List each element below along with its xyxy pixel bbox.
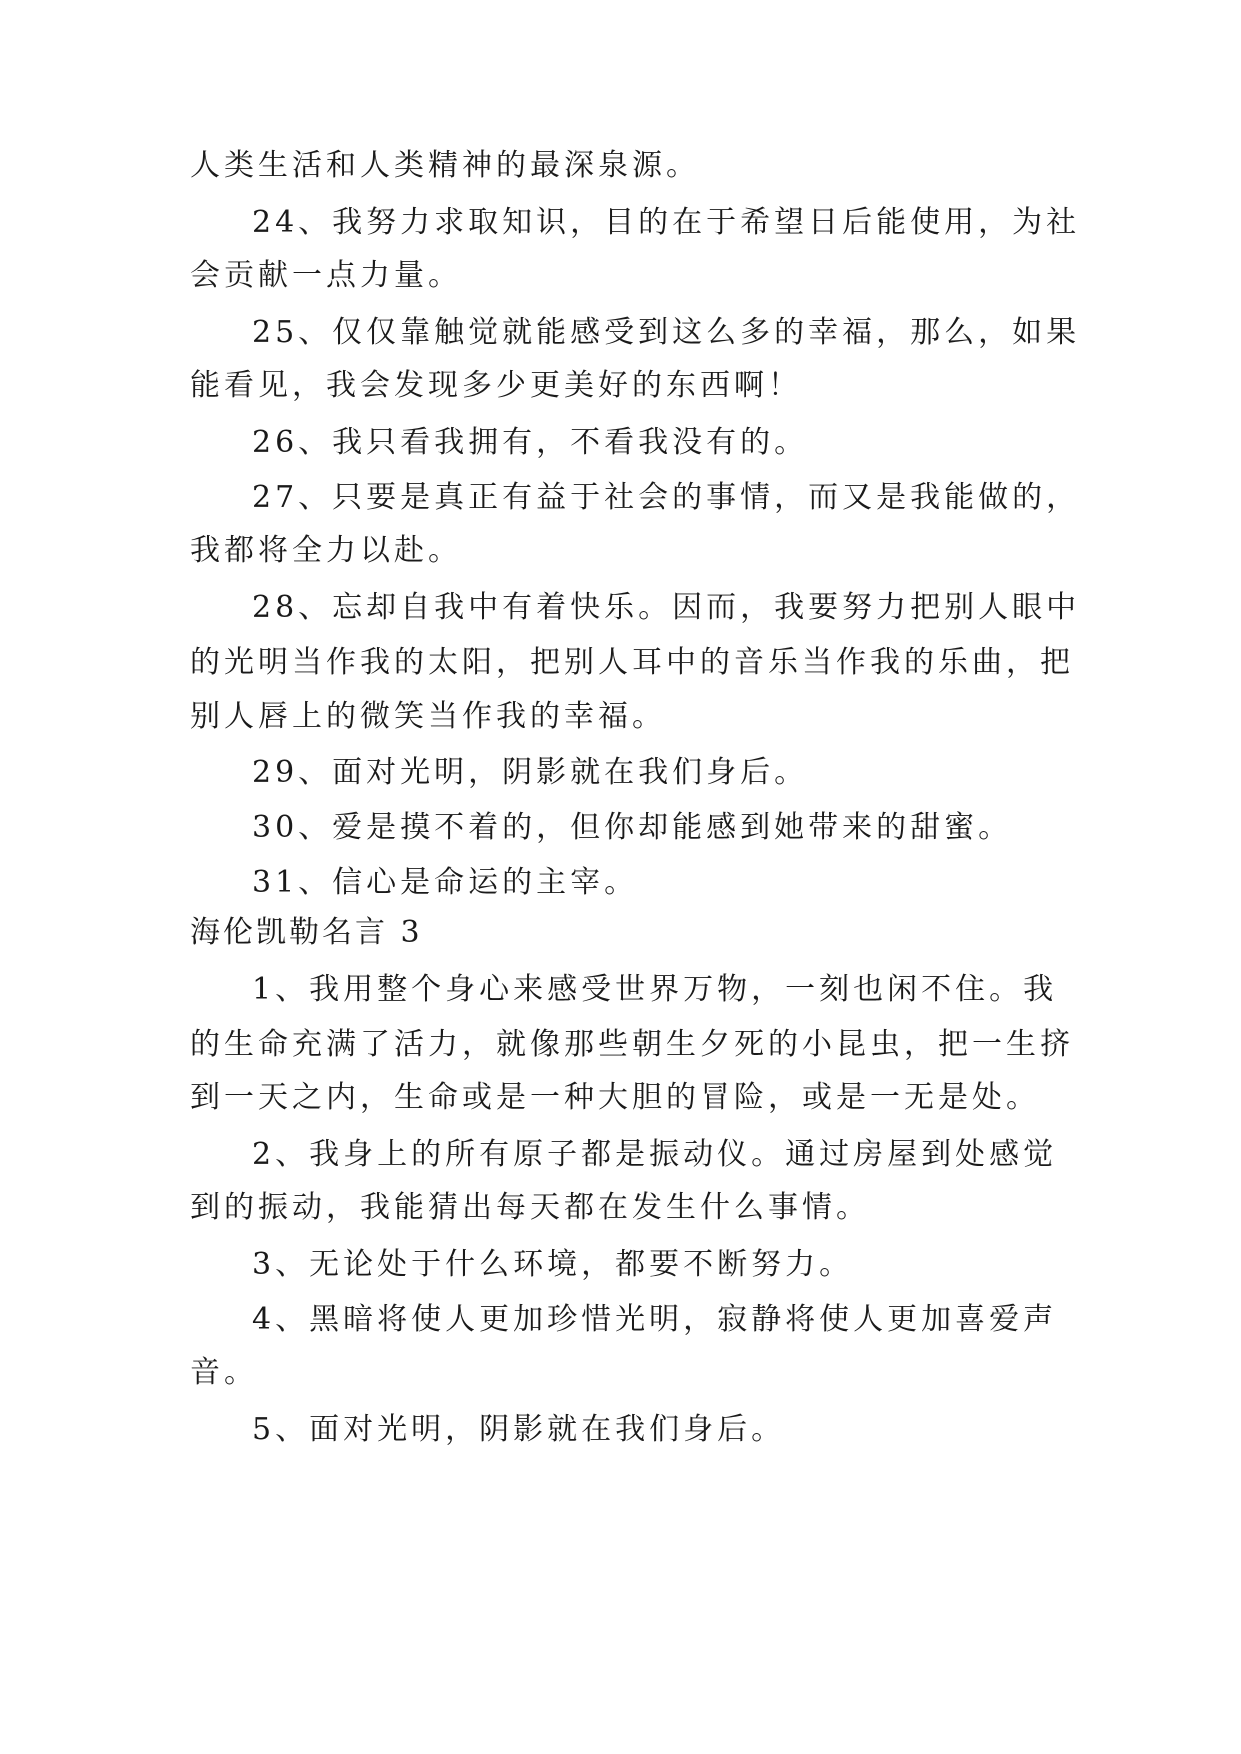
text-line: 30、爱是摸不着的，但你却能感到她带来的甜蜜。 (252, 810, 1013, 845)
text-line: 27、只要是真正有益于社会的事情，而又是我能做的， (252, 480, 1081, 515)
text-line: 音。 (190, 1355, 258, 1390)
text-line: 24、我努力求取知识，目的在于希望日后能使用，为社 (252, 205, 1081, 240)
text-line: 5、面对光明，阴影就在我们身后。 (252, 1412, 786, 1447)
text-line: 到一天之内，生命或是一种大胆的冒险，或是一无是处。 (190, 1080, 1040, 1115)
section-heading: 海伦凯勒名言 3 (190, 915, 423, 950)
text-line: 会贡献一点力量。 (190, 258, 462, 293)
text-line: 的生命充满了活力，就像那些朝生夕死的小昆虫，把一生挤 (190, 1027, 1074, 1062)
text-line: 2、我身上的所有原子都是振动仪。通过房屋到处感觉 (252, 1137, 1058, 1172)
text-line: 3、无论处于什么环境，都要不断努力。 (252, 1247, 854, 1282)
text-line: 能看见，我会发现多少更美好的东西啊！ (190, 368, 802, 403)
text-line: 29、面对光明，阴影就在我们身后。 (252, 755, 809, 790)
text-line: 31、信心是命运的主宰。 (252, 865, 639, 900)
text-line: 1、我用整个身心来感受世界万物，一刻也闲不住。我 (252, 972, 1058, 1007)
text-line: 4、黑暗将使人更加珍惜光明，寂静将使人更加喜爱声 (252, 1302, 1058, 1337)
text-line: 人类生活和人类精神的最深泉源。 (190, 148, 700, 183)
text-line: 25、仅仅靠触觉就能感受到这么多的幸福，那么，如果 (252, 315, 1081, 350)
text-line: 26、我只看我拥有，不看我没有的。 (252, 425, 809, 460)
text-line: 到的振动，我能猜出每天都在发生什么事情。 (190, 1190, 870, 1225)
text-line: 别人唇上的微笑当作我的幸福。 (190, 699, 666, 734)
text-line: 28、忘却自我中有着快乐。因而，我要努力把别人眼中 (252, 590, 1081, 625)
text-line: 我都将全力以赴。 (190, 533, 462, 568)
text-line: 的光明当作我的太阳，把别人耳中的音乐当作我的乐曲，把 (190, 645, 1074, 680)
